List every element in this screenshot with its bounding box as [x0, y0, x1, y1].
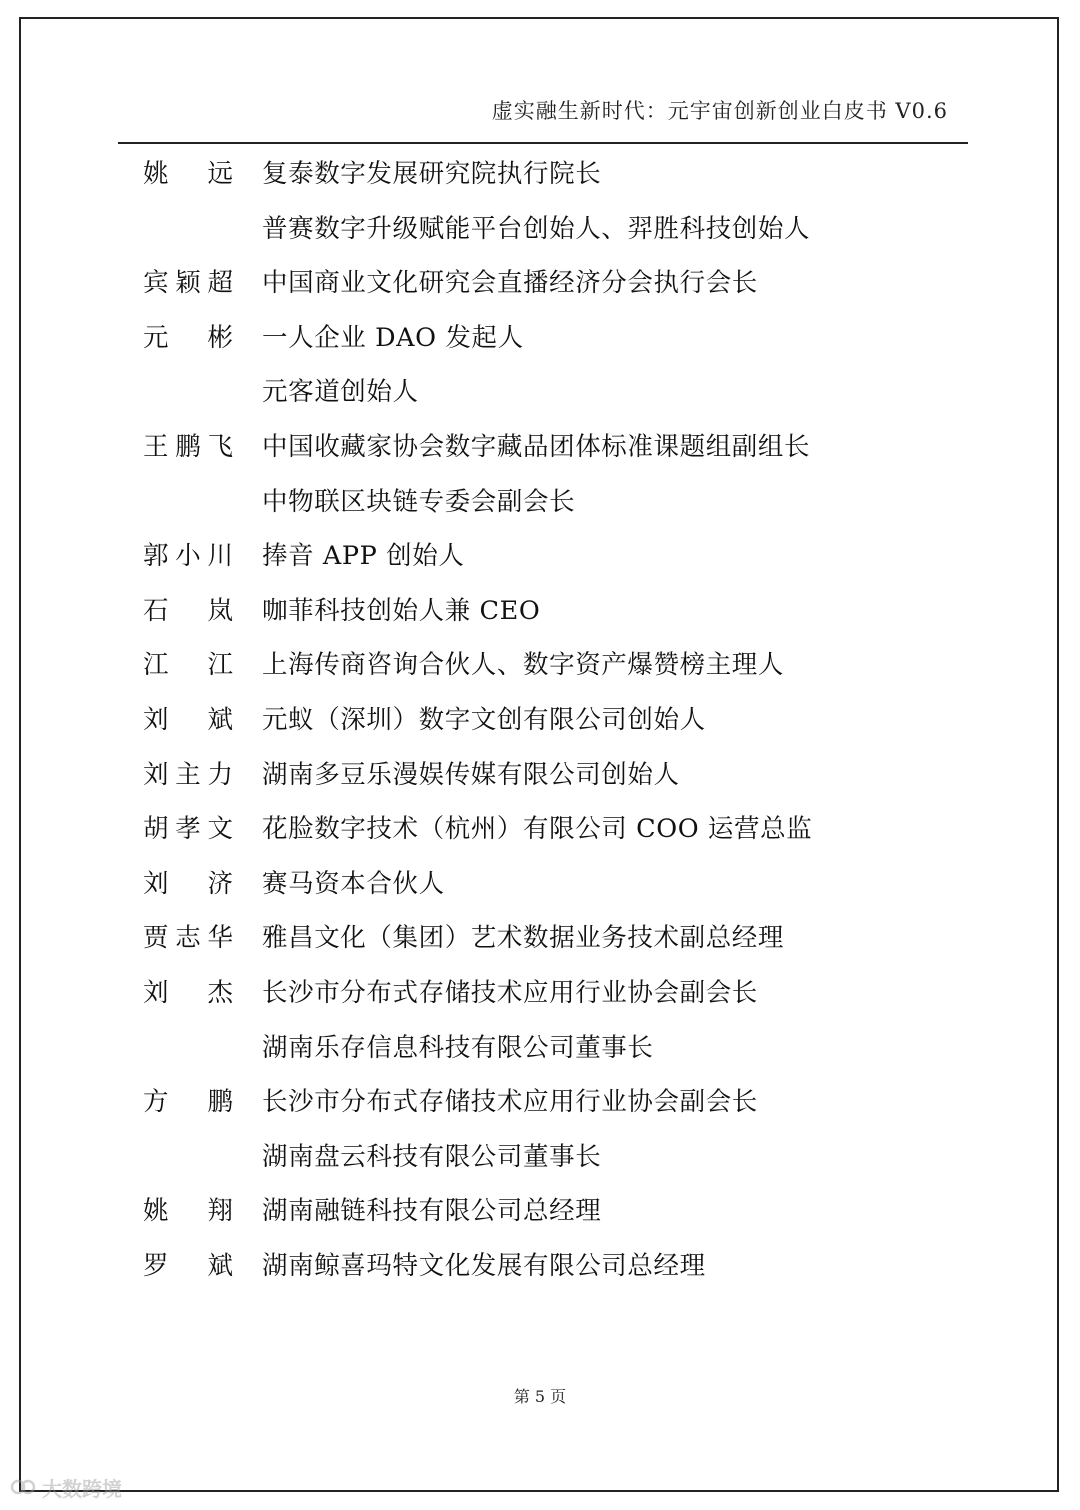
- member-row: [0, 747, 1080, 802]
- member-title: 花脸数字技术（杭州）有限公司 COO 运营总监: [262, 814, 813, 845]
- member-row: [0, 965, 1080, 1020]
- member-row: [0, 1020, 1080, 1075]
- member-name: 元 彬: [143, 322, 233, 353]
- document-header-title: 虚实融生新时代：元宇宙创新创业白皮书 V0.6: [491, 99, 948, 123]
- member-row: [0, 364, 1080, 419]
- member-row: [0, 255, 1080, 310]
- member-row: [0, 856, 1080, 911]
- member-name: 刘 杰: [143, 977, 233, 1008]
- member-row: [0, 637, 1080, 692]
- member-name: 罗 斌: [143, 1250, 233, 1281]
- member-row: [0, 583, 1080, 638]
- member-name: 刘 济: [143, 868, 233, 899]
- member-row: [0, 310, 1080, 365]
- member-row: [0, 910, 1080, 965]
- member-row: [0, 474, 1080, 529]
- member-list: [0, 146, 1080, 1292]
- member-title: 湖南盘云科技有限公司董事长: [262, 1141, 602, 1172]
- member-row: [0, 528, 1080, 583]
- member-title: 长沙市分布式存储技术应用行业协会副会长: [262, 1087, 758, 1118]
- member-name: 宾颖超: [143, 268, 233, 299]
- member-title: 湖南融链科技有限公司总经理: [262, 1196, 602, 1227]
- member-row: [0, 146, 1080, 201]
- member-title: 上海传商咨询合伙人、数字资产爆赞榜主理人: [262, 650, 785, 681]
- member-row: [0, 1129, 1080, 1184]
- member-title: 一人企业 DAO 发起人: [262, 322, 524, 353]
- member-title: 中国商业文化研究会直播经济分会执行会长: [262, 268, 758, 299]
- member-title: 雅昌文化（集团）艺术数据业务技术副总经理: [262, 923, 785, 954]
- member-name: 方 鹏: [143, 1087, 233, 1118]
- member-name: 胡孝文: [143, 814, 233, 845]
- member-row: [0, 692, 1080, 747]
- page-number: 第 5 页: [513, 1387, 567, 1406]
- member-title: 咖菲科技创始人兼 CEO: [262, 595, 541, 626]
- member-row: [0, 801, 1080, 856]
- member-title: 长沙市分布式存储技术应用行业协会副会长: [262, 977, 758, 1008]
- member-row: [0, 1074, 1080, 1129]
- member-title: 湖南鲸喜玛特文化发展有限公司总经理: [262, 1250, 706, 1281]
- header-divider: [118, 142, 968, 144]
- member-title: 中物联区块链专委会副会长: [262, 486, 576, 517]
- member-title: 元蚁（深圳）数字文创有限公司创始人: [262, 704, 706, 735]
- member-name: 王鹏飞: [143, 431, 233, 462]
- member-title: 普赛数字升级赋能平台创始人、羿胜科技创始人: [262, 213, 811, 244]
- member-title: 中国收藏家协会数字藏品团体标准课题组副组长: [262, 431, 811, 462]
- member-title: 湖南乐存信息科技有限公司董事长: [262, 1032, 654, 1063]
- member-name: 姚 翔: [143, 1196, 233, 1227]
- member-name: 江 江: [143, 650, 233, 681]
- member-title: 赛马资本合伙人: [262, 868, 445, 899]
- member-title: 元客道创始人: [262, 377, 419, 408]
- watermark: [10, 1472, 122, 1502]
- member-name: 刘主力: [143, 759, 233, 790]
- member-name: 郭小川: [143, 541, 233, 572]
- member-name: 姚 远: [143, 159, 233, 189]
- member-name: 刘 斌: [143, 704, 233, 735]
- member-row: [0, 419, 1080, 474]
- member-title: 复泰数字发展研究院执行院长: [262, 159, 602, 189]
- member-row: [0, 201, 1080, 256]
- member-title: 湖南多豆乐漫娱传媒有限公司创始人: [262, 759, 680, 790]
- member-name: 石 岚: [143, 595, 233, 626]
- member-title: 捧音 APP 创始人: [262, 541, 465, 572]
- member-row: [0, 1183, 1080, 1238]
- member-row: [0, 1238, 1080, 1293]
- watermark-logo-icon: [10, 1476, 36, 1498]
- watermark-text: 大数跨境: [42, 1476, 122, 1501]
- member-name: 贾志华: [143, 923, 233, 954]
